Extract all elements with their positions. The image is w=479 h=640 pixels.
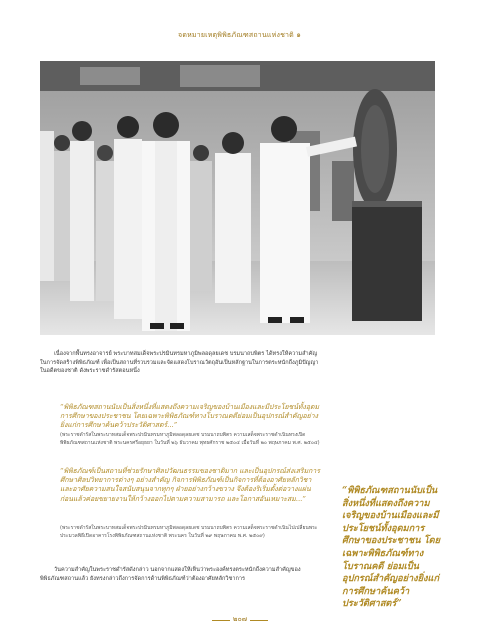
page-footer <box>0 614 479 626</box>
quote-2-citation: (พระราชดำรัสในพระบาทสมเด็จพระปรมินทรมหาภูมิพลอดุลยเดช บรมนาถบพิตร ความเสด็จพระราชดำเนินไปเปลี่ยนพระประมวลพิธีเปิดอาคารโรงพิพิธภัณฑสถานแห่งชาติ พระนคร ในวันที่ ๒๙ พฤษภาคม พ.ศ. ๒๕๐๙) <box>60 525 318 539</box>
quote-1-citation: (พระราชดำรัสในพระบาทสมเด็จพระปรมินทรมหาภูมิพลอดุลยเดช บรมนาถบพิตร ความเสด็จพระราชดำเนินทรงเปิดพิพิธภัณฑสถานแห่งชาติ พระนครศรีอยุธยา ในวันที่ ๒๖ ธันวาคม พุทธศักราช ๒๕๐๔ เมื่อวันที่ ๒๐ พฤษภาคม พ.ศ. ๒๕๐๔) <box>60 432 320 446</box>
intro-paragraph: เนื่องจากพื้นทรงอาจารย์ พระบาทสมเด็จพระปรมินทรมหาภูมิพลอดุลยเดช บรมนาถบพิตร ได้ทรงให้ความสำคัญในการจัดสร้างพิพิธภัณฑ์ เพื่อเป็นสถานที่รวบรวมและจัดแสดงโบราณวัตถุอันเป็นหลักฐานในการตระหนักถึงภูมิปัญญาในอดีตของชาติ ดังพระราชดำรัสตอนหนึ่ง <box>40 351 319 375</box>
footer-rule-right <box>250 620 268 621</box>
closing-paragraph: วันความสำคัญในพระราชดำรัสดังกล่าว นอกจากแสดงให้เห็นว่าพระองค์ทรงตระหนักถึงความสำคัญของพิพิธภัณฑสถานแล้ว ยังทรงกล่าวถึงการจัดการด้านพิพิธภัณฑ์ว่าต้องอาศัยหลักวิชาการ <box>40 567 301 582</box>
running-header: จดหมายเหตุพิพิธภัณฑสถานแห่งชาติ ๑ <box>178 31 301 39</box>
pull-quote: “พิพิธภัณฑสถานนับเป็นสิ่งหนึ่งที่แสดงถึงความเจริญของบ้านเมืองและมีประโยชน์ทั้งอุดมการศึกษาของประชาชน โดยเฉพาะพิพิธภัณฑ์ทางโบราณคดี ย่อมเป็นอุปกรณ์สำคัญอย่างยิ่งแก่การศึกษาค้นคว้าประวัติศาสตร์” <box>342 485 440 610</box>
page-number: ๒๐๗ <box>232 615 248 623</box>
royal-quote-2: “พิพิธภัณฑ์เป็นสถานที่ช่วยรักษาศิลปวัฒนธรรมของชาติมาก และเป็นอุปกรณ์ส่งเสริมการศึกษาศิลปวิทยาการต่างๆ อย่างสำคัญ กิจการพิพิธภัณฑ์เป็นกิจการที่ต้องอาศัยหลักวิชา และอาศัยความสนใจสนับสนุนจากทุกๆ ฝ่ายอย่างกว้างขวาง จึงต้องริเริ่มตั้งต่อวางแผ่นก่อนแล้วค่อยขยายงานให้กว้างออกไปตามความสามารถ และโอกาสอันเหมาะสม...” <box>60 467 320 503</box>
historical-photograph <box>40 61 435 335</box>
royal-quote-1: “พิพิธภัณฑสถานนับเป็นสิ่งหนึ่งที่แสดงถึงความเจริญของบ้านเมืองและมีประโยชน์ทั้งอุดมการศึกษาของประชาชน โดยเฉพาะพิพิธภัณฑ์ทางโบราณคดีย่อมเป็นอุปกรณ์สำคัญอย่างยิ่งแก่การศึกษาค้นคว้าประวัติศาสตร์...” <box>60 403 319 430</box>
